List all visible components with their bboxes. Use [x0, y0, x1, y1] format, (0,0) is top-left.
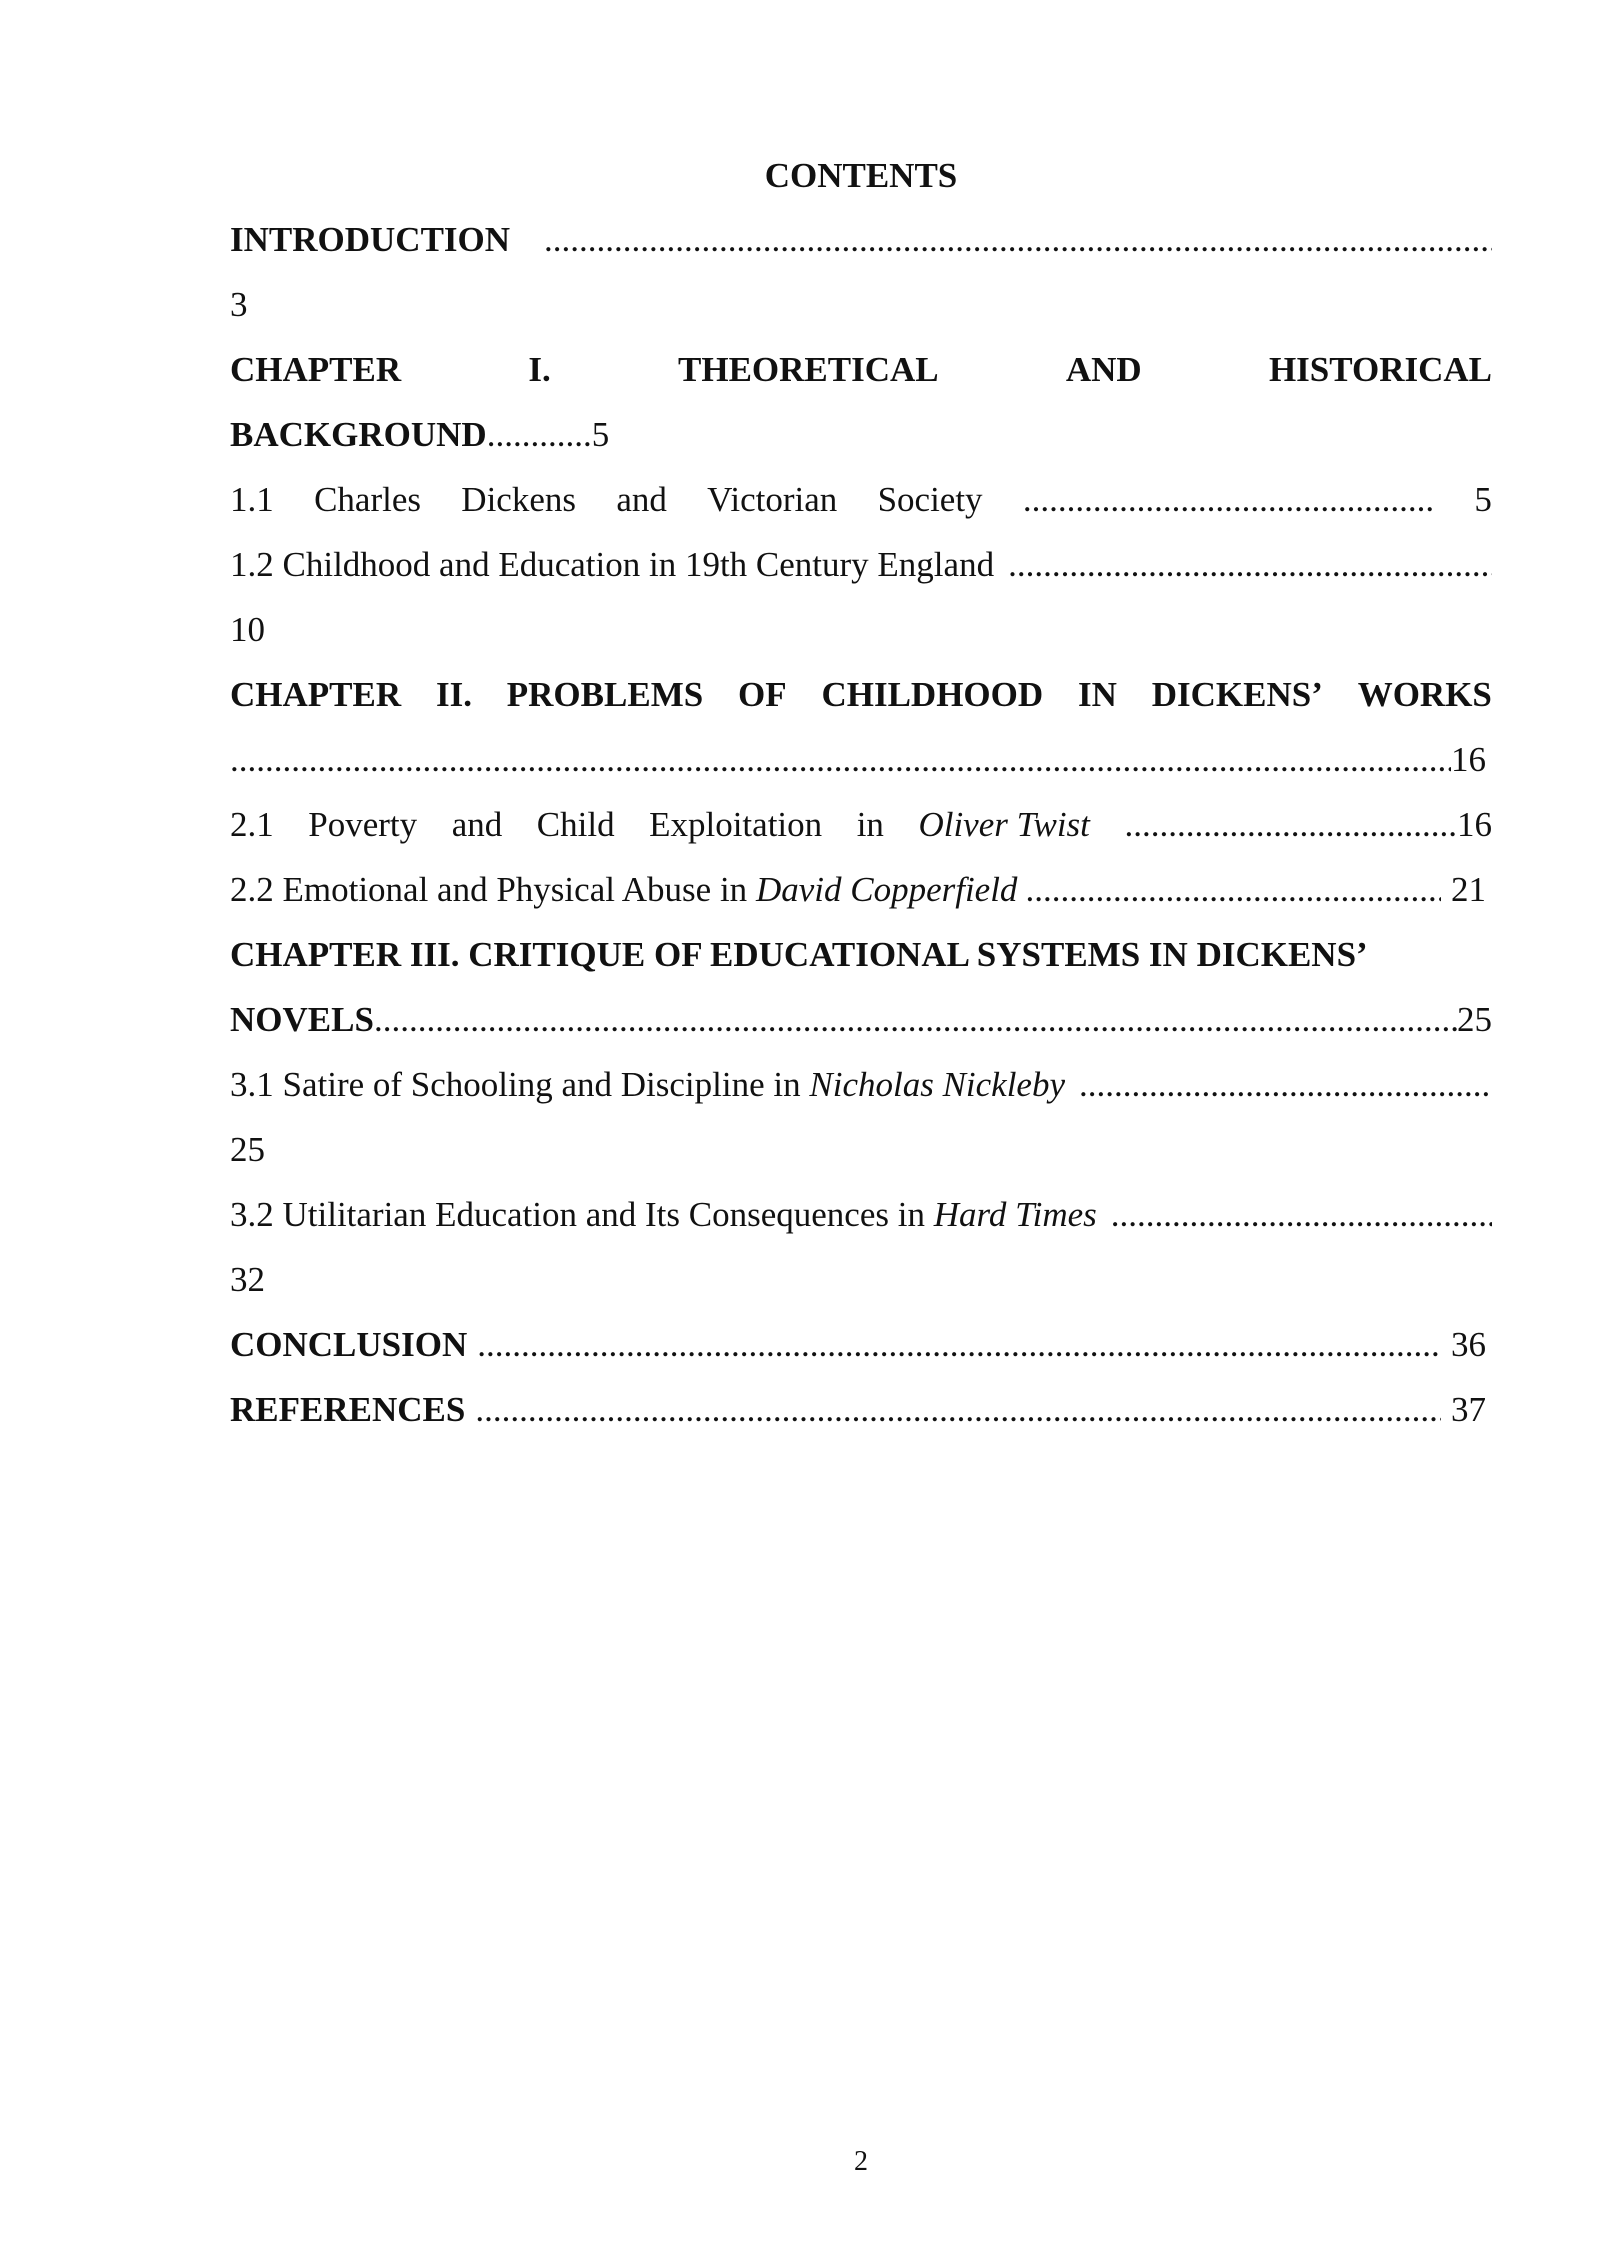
toc-entry-chapter-1[interactable]	[230, 344, 1492, 396]
toc-entry-2-2[interactable]	[230, 864, 1486, 916]
toc-page: 21	[1451, 870, 1486, 909]
toc-word: OF	[738, 675, 787, 714]
toc-word: AND	[1065, 350, 1142, 389]
toc-page-3-1: 25	[230, 1130, 265, 1169]
dot-leader	[544, 214, 1492, 266]
toc-word: Poverty	[308, 805, 418, 844]
toc-word: CHILDHOOD	[821, 675, 1044, 714]
toc-entry-chapter-2-cont[interactable]	[230, 734, 1486, 786]
toc-page-3-2: 32	[230, 1260, 265, 1299]
toc-word: Charles	[314, 480, 421, 519]
toc-entry-2-1[interactable]	[230, 799, 1492, 851]
toc-word: HISTORICAL	[1268, 350, 1492, 389]
dot-leader	[477, 1319, 1441, 1371]
toc-label: 2.2 Emotional and Physical Abuse in	[230, 870, 756, 909]
toc-word: DICKENS’	[1151, 675, 1323, 714]
toc-page-introduction: 3	[230, 285, 248, 324]
toc-word: Exploitation	[649, 805, 823, 844]
dot-leader: ............	[486, 415, 592, 454]
toc-entry-3-1[interactable]	[230, 1059, 1492, 1111]
toc-entry-chapter-3-cont[interactable]	[230, 994, 1492, 1046]
toc-label: CONCLUSION	[230, 1325, 468, 1364]
toc-label: NOVELS	[230, 1000, 374, 1039]
toc-page: 36	[1451, 1325, 1486, 1364]
toc-label: BACKGROUND	[230, 415, 487, 454]
dot-leader	[1079, 1059, 1492, 1111]
toc-entry-references[interactable]	[230, 1384, 1486, 1436]
toc-label: 3.2 Utilitarian Education and Its Consequences in	[230, 1195, 934, 1234]
toc-entry-conclusion[interactable]	[230, 1319, 1486, 1371]
toc-word: I.	[528, 350, 551, 389]
toc-entry-chapter-1-cont[interactable]	[230, 409, 1492, 461]
toc-page: 5	[1474, 480, 1492, 519]
page-number: 2	[854, 2146, 868, 2177]
toc-page: 16	[1451, 740, 1486, 779]
toc-page: 16	[1456, 805, 1492, 844]
toc-entry-chapter-3[interactable]: CHAPTER III. CRITIQUE OF EDUCATIONAL SYSTEMS IN DICKENS’	[230, 935, 1368, 974]
toc-word: 2.1	[230, 805, 274, 844]
toc-word: and	[451, 805, 503, 844]
toc-label: REFERENCES	[230, 1390, 466, 1429]
book-title: David Copperfield	[755, 870, 1018, 909]
book-title: Nicholas Nickleby	[809, 1065, 1066, 1104]
toc-word: WORKS	[1357, 675, 1492, 714]
contents-heading: CONTENTS	[764, 156, 958, 195]
toc-label: 1.2 Childhood and Education in 19th Century England	[230, 545, 995, 584]
toc-word: Society	[877, 480, 983, 519]
book-title: Oliver Twist	[918, 805, 1090, 844]
toc-word: in	[856, 805, 884, 844]
toc-word: Victorian	[707, 480, 838, 519]
toc-word: PROBLEMS	[506, 675, 704, 714]
toc-page: 5	[591, 415, 610, 454]
toc-page-1-2: 10	[230, 610, 265, 649]
toc-word: Dickens	[461, 480, 576, 519]
toc-word: II.	[435, 675, 472, 714]
toc-page: 25	[1457, 1000, 1492, 1039]
dot-leader	[475, 1384, 1441, 1436]
toc-label: 3.1 Satire of Schooling and Discipline in	[230, 1065, 810, 1104]
toc-page: 37	[1451, 1390, 1486, 1429]
dot-leader	[230, 734, 1451, 786]
dot-leader	[1008, 539, 1492, 591]
toc-word: 1.1	[230, 480, 274, 519]
dot-leader	[1111, 1189, 1492, 1241]
toc-word: Child	[536, 805, 615, 844]
dot-leader	[1025, 864, 1441, 916]
book-title: Hard Times	[933, 1195, 1097, 1234]
toc-word: IN	[1078, 675, 1117, 714]
toc-word: and	[616, 480, 667, 519]
toc-label: INTRODUCTION	[230, 220, 511, 259]
toc-word: THEORETICAL	[678, 350, 939, 389]
dot-leader	[374, 994, 1457, 1046]
toc-entry-1-2[interactable]	[230, 539, 1492, 591]
toc-word: CHAPTER	[230, 675, 402, 714]
dot-leader: ...............................................	[1022, 480, 1435, 519]
toc-entry-chapter-2[interactable]	[230, 669, 1492, 721]
toc-entry-3-2[interactable]	[230, 1189, 1492, 1241]
toc-entry-1-1[interactable]	[230, 474, 1492, 526]
toc-word: CHAPTER	[230, 350, 402, 389]
toc-entry-introduction[interactable]	[230, 214, 1492, 266]
dot-leader: ......................................	[1124, 805, 1457, 844]
